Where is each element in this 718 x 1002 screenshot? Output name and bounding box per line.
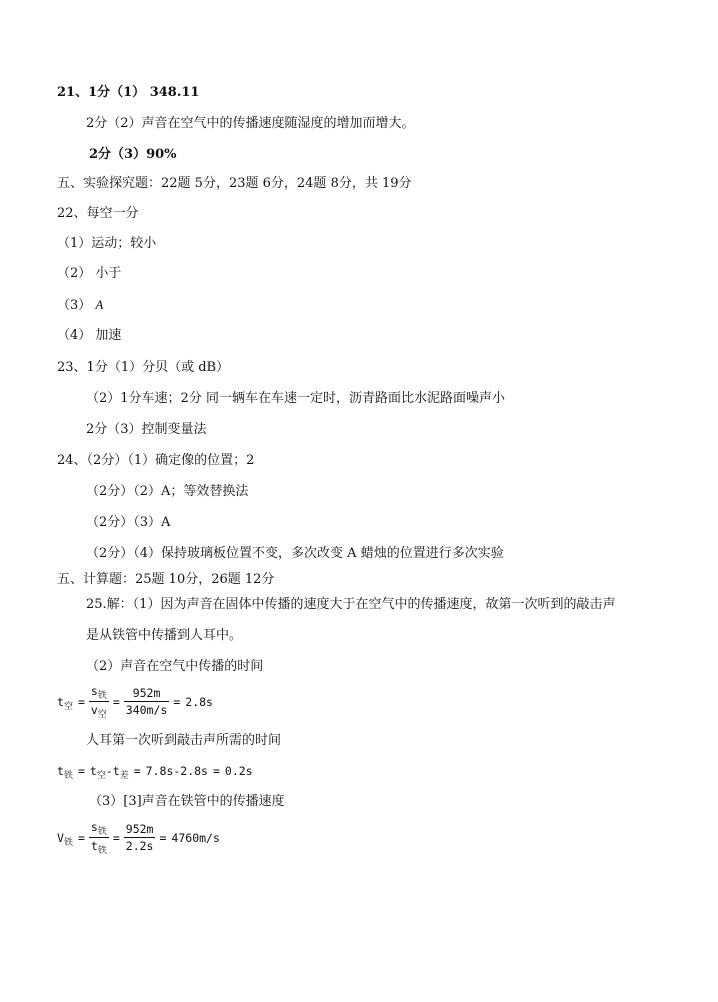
formula-1-equals-1: =: [77, 694, 85, 709]
q22-heading: 22、每空一分: [57, 206, 139, 221]
q21-line-1: [57, 85, 199, 101]
formula-2-equals-2: =: [133, 764, 141, 778]
formula-1-result: 2.8s: [185, 694, 213, 709]
formula-3-equals-1: =: [77, 830, 85, 845]
q23-line-3: 2分（3）控制变量法: [86, 422, 207, 437]
formula-air-time: [57, 684, 213, 719]
q23-line-2: （2）1分车速；2分 同一辆车在车速一定时，沥青路面比水泥路面噪声小: [86, 391, 505, 406]
formula-1-equals-3: =: [173, 694, 181, 709]
q24-line-3: （2分）（3）A: [86, 515, 171, 530]
formula-1-lhs: $t_空$: [57, 694, 73, 712]
q22-answer-2: （2） 小于: [57, 266, 122, 281]
formula-3-equals-2: =: [112, 830, 120, 845]
formula-iron-speed: [57, 820, 220, 855]
q23-line-1: 23、1分（1）分贝（或 dB）: [57, 360, 230, 375]
formula-iron-time: [57, 764, 253, 781]
formula-1-fraction-numeric: [124, 686, 170, 717]
formula-3-numerator-value: 952m: [125, 822, 154, 836]
formula-3-fraction-numeric: [124, 822, 156, 853]
q24-line-1: 24、（2分）（1）确定像的位置；2: [57, 453, 255, 468]
q22-answer-3-prefix: （3）: [57, 298, 96, 313]
formula-2-t-diff: $t_差$: [112, 764, 129, 781]
q21-line-3: 2分（3）90%: [89, 147, 177, 162]
formula-2-equals-1: =: [77, 764, 85, 778]
q22-answer-3-variable: A: [95, 297, 104, 312]
q25-solution-line-1: 25.解：（1）因为声音在固体中传播的速度大于在空气中的传播速度，故第一次听到的敲击声: [86, 597, 616, 612]
formula-3-lhs: $V_铁$: [57, 830, 73, 848]
q22-answer-3: [57, 297, 103, 314]
q25-step-3-label: （3）[3]声音在铁管中的传播速度: [89, 794, 285, 809]
section-calculation-heading: 五、计算题：25题 10分，26题 12分: [57, 572, 275, 587]
formula-3-fraction-symbolic: [89, 820, 109, 855]
formula-1-fraction-symbolic: [89, 684, 109, 719]
q21-line-2: 2分（2）声音在空气中的传播速度随湿度的增加而增大。: [86, 116, 415, 131]
section-experiment-heading: 五、实验探究题：22题 5分，23题 6分，24题 8分，共 19分: [57, 176, 412, 191]
formula-3-denominator-value: 2.2s: [125, 839, 154, 853]
formula-3-result: 4760m/s: [171, 830, 220, 845]
formula-2-t-air: $t_空$: [89, 764, 106, 781]
formula-2-equals-3: =: [212, 764, 220, 778]
q25-step-2-label: （2）声音在空气中传播的时间: [86, 659, 264, 674]
q25-solution-line-2: 是从铁管中传播到人耳中。: [86, 628, 243, 643]
q24-line-2: （2分）（2）A；等效替换法: [86, 484, 249, 499]
q24-line-4: （2分）（4）保持玻璃板位置不变，多次改变 A 蜡烛的位置进行多次实验: [86, 546, 504, 561]
formula-3-equals-3: =: [159, 830, 167, 845]
formula-2-expression: 7.8s-2.8s: [145, 764, 208, 778]
q25-first-hear-label: 人耳第一次听到敲击声所需的时间: [86, 733, 282, 748]
formula-1-numerator-symbolic: $s_铁$: [90, 684, 107, 701]
formula-2-result: 0.2s: [224, 764, 253, 778]
formula-3-denominator-symbolic: $t_铁$: [90, 839, 107, 856]
q21-number: 21、: [57, 85, 89, 100]
formula-1-numerator-value: 952m: [132, 686, 161, 700]
formula-3-numerator-symbolic: $s_铁$: [90, 820, 107, 837]
formula-1-equals-2: =: [112, 694, 120, 709]
formula-2-minus: -: [105, 764, 113, 778]
formula-1-denominator-symbolic: $v_空$: [90, 703, 107, 720]
formula-2-lhs: $t_铁$: [57, 764, 73, 781]
q22-answer-1: （1）运动；较小: [57, 236, 157, 251]
q21-answer-1: 1分（1） 348.11: [88, 85, 200, 100]
q22-answer-4: （4） 加速: [57, 328, 122, 343]
formula-1-denominator-value: 340m/s: [125, 703, 168, 717]
